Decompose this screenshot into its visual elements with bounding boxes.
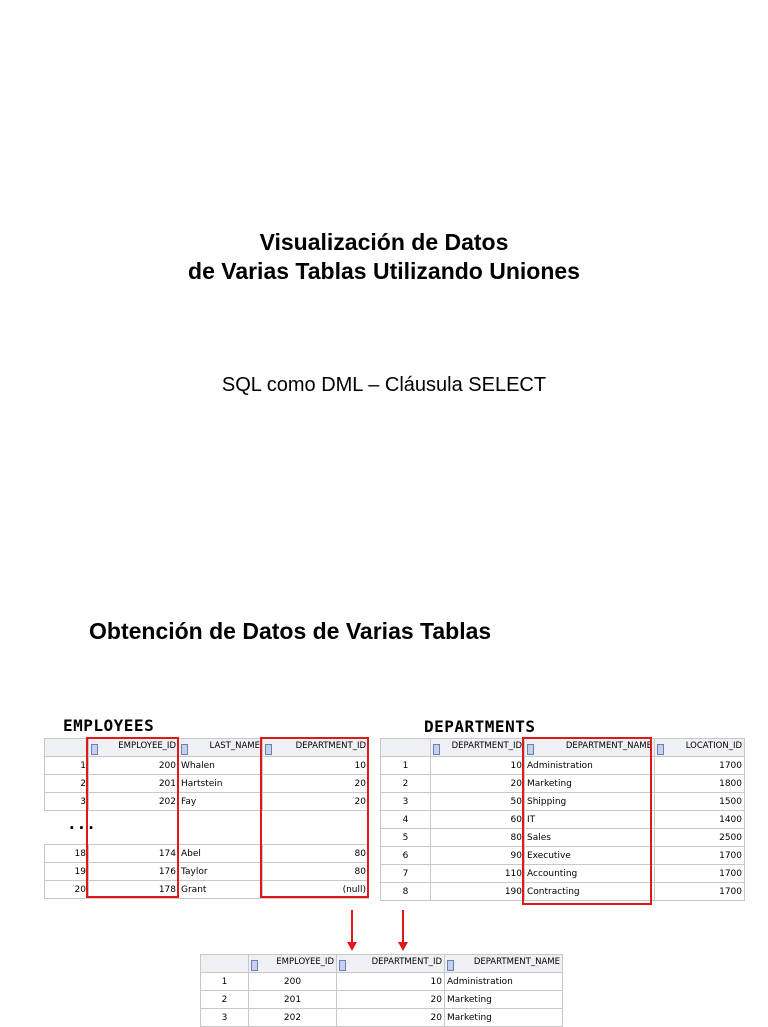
cell-department-id: 10 [431, 757, 525, 775]
row-number: 1 [45, 757, 89, 775]
cell-department-id: 80 [263, 863, 369, 881]
row-number: 1 [201, 973, 249, 991]
cell-department-id: 20 [431, 775, 525, 793]
cell-department-name: Administration [445, 973, 563, 991]
arrow-down-left [351, 910, 353, 942]
cell-employee-id: 200 [89, 757, 179, 775]
cell-location-id: 1700 [655, 757, 745, 775]
cell-department-name: Shipping [525, 793, 655, 811]
sort-icon [447, 960, 454, 971]
cell-last-name: Grant [179, 881, 263, 899]
sort-icon [433, 744, 440, 755]
cell-location-id: 1500 [655, 793, 745, 811]
row-number: 2 [45, 775, 89, 793]
row-number: 18 [45, 845, 89, 863]
cell-location-id: 1700 [655, 847, 745, 865]
cell-last-name: Fay [179, 793, 263, 811]
cell-department-id: 20 [263, 793, 369, 811]
column-header[interactable]: DEPARTMENT_ID [431, 739, 525, 757]
row-number: 19 [45, 863, 89, 881]
cell-employee-id: 202 [89, 793, 179, 811]
cell-last-name: Whalen [179, 757, 263, 775]
cell-department-name: Marketing [445, 991, 563, 1009]
sort-icon [657, 744, 664, 755]
column-header[interactable]: EMPLOYEE_ID [249, 955, 337, 973]
cell-department-name: Marketing [525, 775, 655, 793]
employee-id-highlight [86, 737, 179, 898]
cell-department-id: 50 [431, 793, 525, 811]
column-header[interactable]: LAST_NAME [179, 739, 263, 757]
cell-last-name: Taylor [179, 863, 263, 881]
cell-last-name: Abel [179, 845, 263, 863]
cell-department-id: 10 [263, 757, 369, 775]
sort-icon [339, 960, 346, 971]
cell-department-id: 60 [431, 811, 525, 829]
slide-subtitle: SQL como DML – Cláusula SELECT [221, 374, 547, 396]
row-number: 3 [45, 793, 89, 811]
employees-label: EMPLOYEES [63, 716, 155, 735]
column-header[interactable]: DEPARTMENT_NAME [445, 955, 563, 973]
arrow-head-right [398, 942, 408, 951]
cell-location-id: 1800 [655, 775, 745, 793]
cell-location-id: 2500 [655, 829, 745, 847]
cell-department-name: Sales [525, 829, 655, 847]
cell-department-id: 80 [263, 845, 369, 863]
cell-employee-id: 176 [89, 863, 179, 881]
cell-department-name: Executive [525, 847, 655, 865]
arrow-head-left [347, 942, 357, 951]
cell-department-id: 20 [263, 775, 369, 793]
row-number: 3 [381, 793, 431, 811]
department-name-highlight [522, 737, 652, 905]
cell-department-id: 20 [337, 991, 445, 1009]
cell-location-id: 1700 [655, 883, 745, 901]
column-header[interactable]: DEPARTMENT_ID [337, 955, 445, 973]
section-heading: Obtención de Datos de Varias Tablas [89, 618, 492, 644]
row-number: 20 [45, 881, 89, 899]
row-number: 6 [381, 847, 431, 865]
column-header[interactable]: LOCATION_ID [655, 739, 745, 757]
title-line-1: Visualización de Datos [259, 229, 509, 255]
cell-department-id: 20 [337, 1009, 445, 1027]
cell-location-id: 1700 [655, 865, 745, 883]
row-number: 1 [381, 757, 431, 775]
cell-department-name: Marketing [445, 1009, 563, 1027]
cell-department-id: 90 [431, 847, 525, 865]
arrow-down-right [402, 910, 404, 942]
cell-employee-id: 201 [249, 991, 337, 1009]
sort-icon [251, 960, 258, 971]
row-number: 2 [381, 775, 431, 793]
table-header-row [201, 955, 563, 973]
cell-department-id: 80 [431, 829, 525, 847]
cell-employee-id: 174 [89, 845, 179, 863]
cell-department-id: 190 [431, 883, 525, 901]
column-header[interactable]: DEPARTMENT_ID [263, 739, 369, 757]
cell-department-name: Contracting [525, 883, 655, 901]
result-table [200, 954, 563, 1027]
row-number: 5 [381, 829, 431, 847]
cell-employee-id: 201 [89, 775, 179, 793]
slide-title [0, 228, 768, 286]
table-row [201, 991, 563, 1009]
cell-department-id: 10 [337, 973, 445, 991]
cell-department-name: Accounting [525, 865, 655, 883]
row-number: 3 [201, 1009, 249, 1027]
department-id-highlight [260, 737, 369, 898]
cell-department-name: IT [525, 811, 655, 829]
cell-location-id: 1400 [655, 811, 745, 829]
ellipsis: ... [67, 814, 96, 833]
row-number: 2 [201, 991, 249, 1009]
cell-last-name: Hartstein [179, 775, 263, 793]
cell-department-id: (null) [263, 881, 369, 899]
cell-department-id: 110 [431, 865, 525, 883]
table-row [201, 973, 563, 991]
title-line-2: de Varias Tablas Utilizando Uniones [188, 258, 580, 284]
column-header[interactable]: EMPLOYEE_ID [89, 739, 179, 757]
cell-employee-id: 178 [89, 881, 179, 899]
cell-employee-id: 200 [249, 973, 337, 991]
row-number: 4 [381, 811, 431, 829]
row-number: 7 [381, 865, 431, 883]
row-number: 8 [381, 883, 431, 901]
cell-employee-id: 202 [249, 1009, 337, 1027]
cell-department-name: Administration [525, 757, 655, 775]
column-header[interactable]: DEPARTMENT_NAME [525, 739, 655, 757]
sort-icon [181, 744, 188, 755]
departments-label: DEPARTMENTS [424, 717, 536, 736]
